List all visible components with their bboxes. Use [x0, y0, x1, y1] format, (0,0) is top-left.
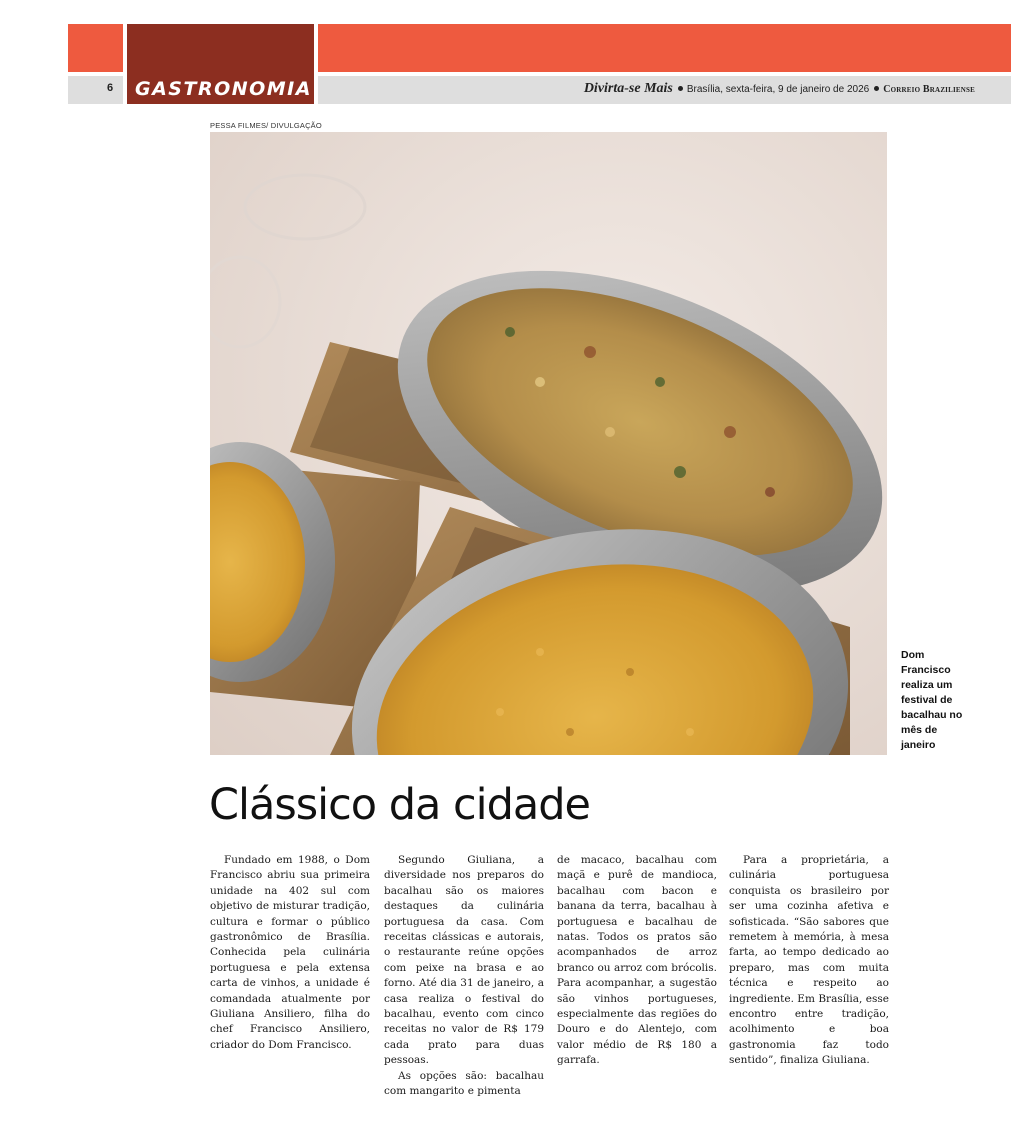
newspaper-name: Correio Braziliense: [883, 84, 975, 95]
header-accent-band-left: [68, 24, 123, 72]
article-column-4: [729, 853, 889, 1069]
dish-photo-illustration: [210, 132, 887, 755]
header-info: [584, 81, 975, 98]
supplement-name: Divirta-se Mais: [583, 81, 673, 96]
bullet-dot-icon: [874, 86, 879, 91]
article-paragraph: de macaco, bacalhau com maçã e purê de mandioca, bacalhau com bacon e banana da terra, bacalhau à portuguesa e bacalhau de natas. Todos os pratos são acompanhados de arroz branco ou arroz com brócolis. Para acompanhar, a sugestão são vinhos portugueses, especialmente das regiões do Douro e do Alentejo, com valor médio de R$ 180 a garrafa.: [557, 854, 717, 1067]
article-paragraph: As opções são: bacalhau com mangarito e pimenta: [384, 1069, 544, 1098]
page-number: 6: [107, 82, 114, 94]
header-strip-left: [68, 76, 123, 104]
bullet-dot-icon: [678, 86, 683, 91]
photo-credit: PESSA FILMES/ DIVULGAÇÃO: [210, 121, 322, 130]
article-column-1: [210, 853, 370, 1053]
article-column-2: [384, 853, 544, 1100]
section-title: GASTRONOMIA: [135, 78, 312, 100]
dish-photo: [210, 132, 887, 755]
article-paragraph: Para a proprietária, a culinária portuguesa conquista os brasileiro por ser uma cozinha afetiva e sofisticada. “São sabores que remetem à memória, à mesa farta, ao tempo dedicado ao preparo, mas com muita técnica e respeito ao ingrediente. Em Brasília, esse encontro entre tradição, acolhimento e boa gastronomia faz todo sentido”, finaliza Giuliana.: [729, 854, 889, 1067]
article-headline: Clássico da cidade: [209, 780, 590, 830]
header-accent-band-right: [318, 24, 1011, 72]
article-column-3: [557, 853, 717, 1069]
article-paragraph: Fundado em 1988, o Dom Francisco abriu sua primeira unidade na 402 sul com objetivo de misturar tradição, cultura e formar o público gastronômico de Brasília. Conhecida pela culinária portuguesa e pela extensa carta de vinhos, a unidade é comandada atualmente por Giuliana Ansiliero, filha do chef Francisco Ansiliero, criador do Dom Francisco.: [210, 854, 370, 1051]
dateline: Brasília, sexta-feira, 9 de janeiro de 2026: [686, 84, 870, 95]
article-paragraph: Segundo Giuliana, a diversidade nos preparos do bacalhau são os maiores destaques da culinária portuguesa da casa. Com receitas clássicas e autorais, o restaurante reúne opções com peixe na brasa e ao forno. Até dia 31 de janeiro, a casa realiza o festival do bacalhau, evento com cinco receitas no valor de R$ 179 cada prato para duas pessoas.: [384, 854, 544, 1067]
photo-caption: Dom Francisco realiza um festival de bacalhau no mês de janeiro: [901, 649, 963, 751]
